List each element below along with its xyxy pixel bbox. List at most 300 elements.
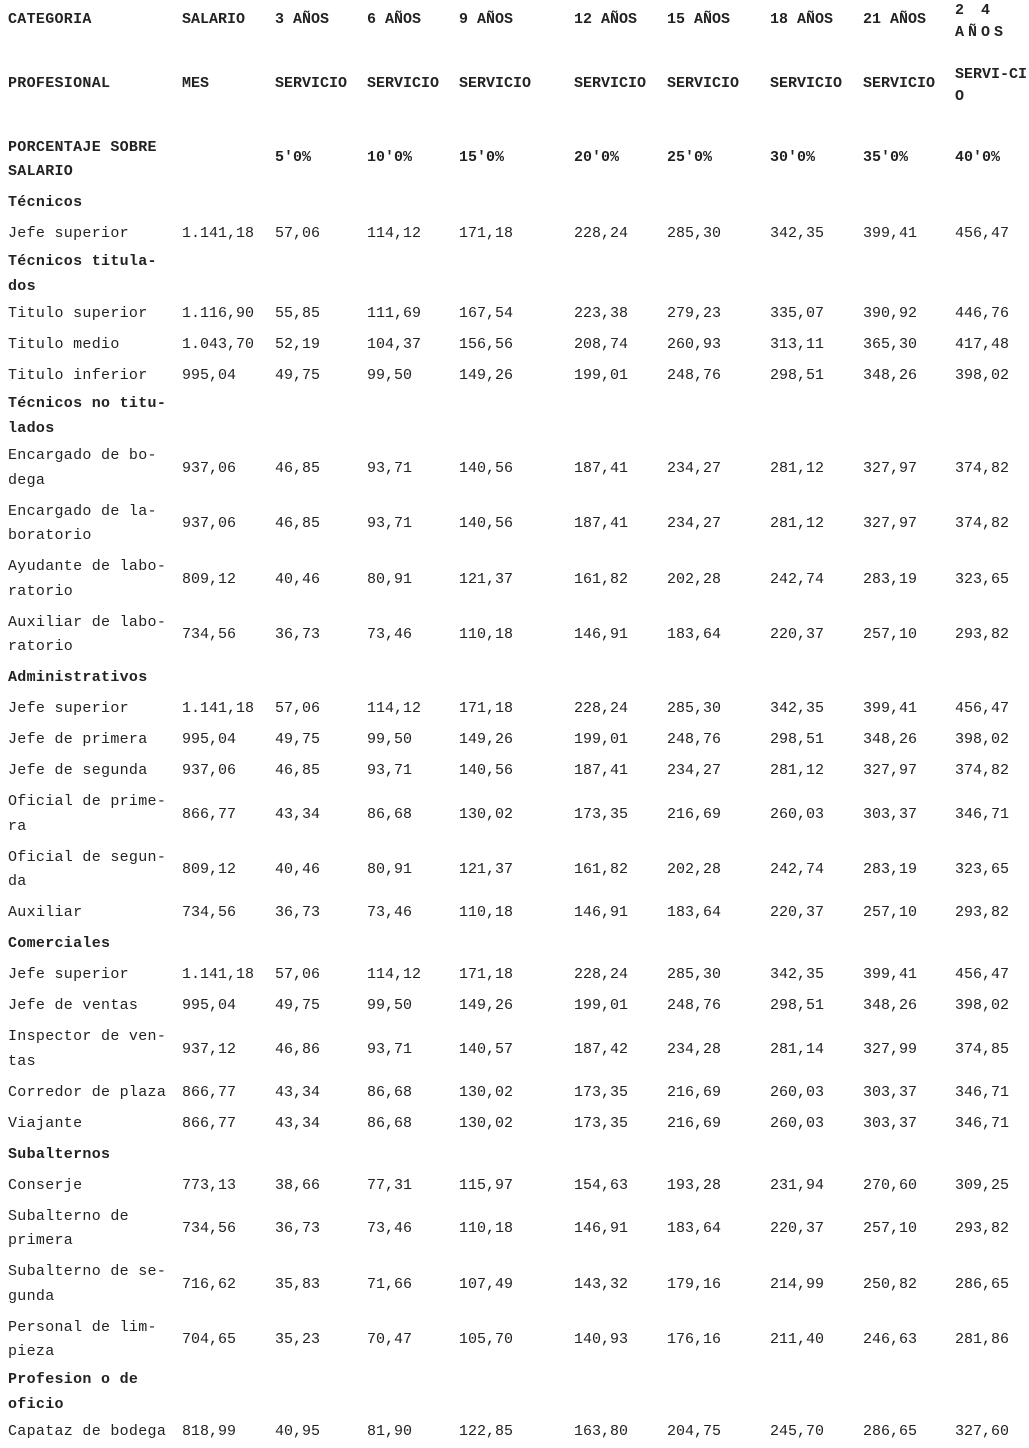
monthly-salary-cell: 704,65 bbox=[182, 1331, 237, 1348]
monthly-salary-cell: 716,62 bbox=[182, 1275, 237, 1293]
seniority-value-cell: 199,01 bbox=[574, 997, 629, 1015]
seniority-value-cell: 40,46 bbox=[275, 570, 321, 588]
seniority-value-cell: 105,70 bbox=[459, 1331, 514, 1348]
seniority-value-cell: 71,66 bbox=[367, 1275, 413, 1293]
empty-cell bbox=[955, 663, 1029, 694]
seniority-value-cell: 122,85 bbox=[459, 1423, 514, 1441]
seniority-value-cell: 234,28 bbox=[667, 1040, 722, 1058]
category-name: Jefe de segunda bbox=[8, 762, 148, 780]
seniority-value-cell: 208,74 bbox=[574, 336, 629, 354]
table-row bbox=[0, 1078, 1029, 1109]
empty-cell bbox=[667, 188, 770, 219]
header-cell: SALARIO bbox=[182, 11, 246, 28]
seniority-value-cell: 260,03 bbox=[770, 1114, 825, 1132]
seniority-value-cell: 130,02 bbox=[459, 805, 514, 823]
empty-cell bbox=[459, 1368, 574, 1417]
section-title: Comerciales bbox=[8, 935, 111, 953]
seniority-value-cell: 216,69 bbox=[667, 805, 722, 823]
header-cell: 6 AÑOS bbox=[367, 11, 422, 28]
seniority-value-cell: 193,28 bbox=[667, 1176, 722, 1194]
seniority-value-cell: 228,24 bbox=[574, 966, 629, 984]
empty-cell bbox=[667, 929, 770, 960]
header-cell: 15 AÑOS bbox=[667, 11, 731, 28]
seniority-value-cell: 281,14 bbox=[770, 1040, 825, 1058]
seniority-value-cell: 199,01 bbox=[574, 367, 629, 385]
category-name: Corredor de plaza bbox=[8, 1083, 167, 1101]
table-row bbox=[0, 725, 1029, 756]
seniority-value-cell: 176,16 bbox=[667, 1331, 722, 1348]
monthly-salary-cell: 937,06 bbox=[182, 459, 237, 477]
seniority-value-cell: 43,34 bbox=[275, 1083, 321, 1101]
seniority-value-cell: 257,10 bbox=[863, 904, 918, 922]
empty-cell bbox=[574, 188, 667, 219]
percentage-row bbox=[0, 128, 1029, 188]
table-row bbox=[0, 608, 1029, 664]
seniority-value-cell: 342,35 bbox=[770, 700, 825, 718]
category-name: Subalterno de se-gunda bbox=[8, 1263, 167, 1305]
seniority-value-cell: 365,30 bbox=[863, 336, 918, 354]
empty-cell bbox=[770, 663, 863, 694]
seniority-value-cell: 70,47 bbox=[367, 1331, 413, 1348]
header-cell: SERVICIO bbox=[863, 75, 936, 92]
section-title: Administrativos bbox=[8, 669, 148, 687]
seniority-value-cell: 248,76 bbox=[667, 367, 722, 385]
seniority-value-cell: 40,46 bbox=[275, 861, 321, 878]
seniority-value-cell: 298,51 bbox=[770, 367, 825, 385]
seniority-value-cell: 204,75 bbox=[667, 1423, 722, 1441]
seniority-value-cell: 281,86 bbox=[955, 1331, 1010, 1348]
seniority-value-cell: 187,41 bbox=[574, 459, 629, 477]
empty-cell bbox=[863, 392, 955, 441]
seniority-value-cell: 93,71 bbox=[367, 762, 413, 780]
section-row bbox=[0, 188, 1029, 219]
table-row bbox=[0, 991, 1029, 1022]
seniority-value-cell: 270,60 bbox=[863, 1176, 918, 1194]
table-row bbox=[0, 552, 1029, 608]
seniority-value-cell: 110,18 bbox=[459, 626, 514, 643]
section-row bbox=[0, 663, 1029, 694]
header-row-1 bbox=[0, 0, 1029, 64]
seniority-value-cell: 286,65 bbox=[955, 1275, 1010, 1293]
empty-cell bbox=[574, 250, 667, 299]
seniority-value-cell: 257,10 bbox=[863, 1220, 918, 1237]
seniority-value-cell: 46,85 bbox=[275, 762, 321, 780]
seniority-value-cell: 202,28 bbox=[667, 861, 722, 878]
seniority-value-cell: 104,37 bbox=[367, 336, 422, 354]
seniority-value-cell: 183,64 bbox=[667, 904, 722, 922]
empty-cell bbox=[863, 663, 955, 694]
seniority-value-cell: 374,85 bbox=[955, 1040, 1010, 1058]
empty-cell bbox=[667, 1140, 770, 1171]
seniority-value-cell: 285,30 bbox=[667, 966, 722, 984]
header-cell-last: SERVI-CIO bbox=[955, 66, 1028, 105]
empty-cell bbox=[459, 250, 574, 299]
seniority-value-cell: 283,19 bbox=[863, 570, 918, 588]
header-cell: CATEGORIA bbox=[8, 11, 92, 28]
table-row bbox=[0, 1022, 1029, 1078]
seniority-value-cell: 398,02 bbox=[955, 997, 1010, 1015]
category-name: Auxiliar de labo-ratorio bbox=[8, 613, 167, 656]
percentage-cell: 5'0% bbox=[275, 148, 312, 166]
header-cell: 21 AÑOS bbox=[863, 11, 927, 28]
table-row bbox=[0, 756, 1029, 787]
monthly-salary-cell: 1.043,70 bbox=[182, 336, 255, 354]
seniority-value-cell: 93,71 bbox=[367, 459, 413, 477]
seniority-value-cell: 187,41 bbox=[574, 762, 629, 780]
empty-cell bbox=[367, 663, 459, 694]
empty-cell bbox=[955, 1368, 1029, 1417]
seniority-value-cell: 46,86 bbox=[275, 1040, 321, 1058]
seniority-value-cell: 43,34 bbox=[275, 1114, 321, 1132]
seniority-value-cell: 309,25 bbox=[955, 1176, 1010, 1194]
seniority-value-cell: 43,34 bbox=[275, 805, 321, 823]
category-name: Titulo inferior bbox=[8, 367, 148, 385]
seniority-value-cell: 35,83 bbox=[275, 1275, 321, 1293]
seniority-value-cell: 171,18 bbox=[459, 225, 514, 243]
empty-cell bbox=[955, 1140, 1029, 1171]
table-row bbox=[0, 1313, 1029, 1369]
seniority-value-cell: 293,82 bbox=[955, 1220, 1010, 1237]
monthly-salary-cell: 809,12 bbox=[182, 861, 237, 878]
seniority-value-cell: 303,37 bbox=[863, 1114, 918, 1132]
monthly-salary-cell: 995,04 bbox=[182, 367, 237, 385]
empty-cell bbox=[574, 1368, 667, 1417]
seniority-value-cell: 171,18 bbox=[459, 966, 514, 984]
seniority-value-cell: 374,82 bbox=[955, 762, 1010, 780]
percentage-cell: 30'0% bbox=[770, 148, 816, 166]
seniority-value-cell: 114,12 bbox=[367, 225, 422, 243]
seniority-value-cell: 187,41 bbox=[574, 515, 629, 532]
empty-cell bbox=[863, 1368, 955, 1417]
seniority-value-cell: 80,91 bbox=[367, 570, 413, 588]
percentage-cell: 35'0% bbox=[863, 148, 909, 166]
seniority-value-cell: 121,37 bbox=[459, 570, 514, 588]
seniority-value-cell: 374,82 bbox=[955, 515, 1010, 532]
percentage-cell: 25'0% bbox=[667, 148, 713, 166]
seniority-value-cell: 183,64 bbox=[667, 626, 722, 643]
seniority-value-cell: 173,35 bbox=[574, 805, 629, 823]
empty-cell bbox=[770, 929, 863, 960]
empty-cell bbox=[182, 929, 275, 960]
seniority-value-cell: 167,54 bbox=[459, 305, 514, 323]
table-row bbox=[0, 1171, 1029, 1202]
category-name: Jefe superior bbox=[8, 700, 129, 718]
seniority-value-cell: 281,12 bbox=[770, 762, 825, 780]
seniority-value-cell: 130,02 bbox=[459, 1083, 514, 1101]
category-name: Encargado de bo-dega bbox=[8, 447, 157, 489]
table-row bbox=[0, 441, 1029, 497]
seniority-value-cell: 161,82 bbox=[574, 861, 629, 878]
empty-cell bbox=[182, 1140, 275, 1171]
seniority-value-cell: 286,65 bbox=[863, 1423, 918, 1441]
seniority-value-cell: 283,19 bbox=[863, 861, 918, 878]
seniority-value-cell: 327,97 bbox=[863, 515, 918, 532]
empty-cell bbox=[275, 1368, 367, 1417]
seniority-value-cell: 342,35 bbox=[770, 225, 825, 243]
table-row bbox=[0, 497, 1029, 553]
monthly-salary-cell: 1.141,18 bbox=[182, 966, 255, 984]
seniority-value-cell: 99,50 bbox=[367, 731, 413, 749]
section-title: Profesion o de oficio bbox=[8, 1371, 139, 1413]
seniority-value-cell: 57,06 bbox=[275, 225, 321, 243]
monthly-salary-cell: 937,06 bbox=[182, 515, 237, 532]
seniority-value-cell: 323,65 bbox=[955, 570, 1010, 588]
empty-cell bbox=[367, 250, 459, 299]
empty-cell bbox=[275, 392, 367, 441]
empty-cell bbox=[182, 392, 275, 441]
empty-cell bbox=[667, 392, 770, 441]
seniority-value-cell: 214,99 bbox=[770, 1275, 825, 1293]
section-row bbox=[0, 392, 1029, 441]
empty-cell bbox=[459, 663, 574, 694]
header-cell: SERVICIO bbox=[459, 75, 532, 92]
seniority-value-cell: 110,18 bbox=[459, 1220, 514, 1237]
seniority-value-cell: 346,71 bbox=[955, 805, 1010, 823]
empty-cell bbox=[459, 929, 574, 960]
seniority-value-cell: 348,26 bbox=[863, 731, 918, 749]
monthly-salary-cell: 818,99 bbox=[182, 1423, 237, 1441]
seniority-value-cell: 114,12 bbox=[367, 700, 422, 718]
seniority-value-cell: 81,90 bbox=[367, 1423, 413, 1441]
seniority-value-cell: 248,76 bbox=[667, 731, 722, 749]
seniority-value-cell: 99,50 bbox=[367, 367, 413, 385]
seniority-value-cell: 216,69 bbox=[667, 1114, 722, 1132]
empty-cell bbox=[275, 250, 367, 299]
seniority-value-cell: 77,31 bbox=[367, 1176, 413, 1194]
seniority-value-cell: 399,41 bbox=[863, 225, 918, 243]
table-row bbox=[0, 1202, 1029, 1258]
category-name: Jefe de primera bbox=[8, 731, 148, 749]
seniority-value-cell: 57,06 bbox=[275, 966, 321, 984]
seniority-value-cell: 93,71 bbox=[367, 1040, 413, 1058]
header-cell: SERVICIO bbox=[770, 75, 843, 92]
seniority-value-cell: 456,47 bbox=[955, 225, 1010, 243]
seniority-value-cell: 242,74 bbox=[770, 861, 825, 878]
empty-cell bbox=[574, 392, 667, 441]
seniority-value-cell: 93,71 bbox=[367, 515, 413, 532]
seniority-value-cell: 173,35 bbox=[574, 1114, 629, 1132]
seniority-value-cell: 398,02 bbox=[955, 731, 1010, 749]
seniority-value-cell: 390,92 bbox=[863, 305, 918, 323]
seniority-value-cell: 298,51 bbox=[770, 997, 825, 1015]
percentage-cell: 20'0% bbox=[574, 148, 620, 166]
header-row-2 bbox=[0, 64, 1029, 128]
monthly-salary-cell: 866,77 bbox=[182, 1083, 237, 1101]
empty-cell bbox=[182, 188, 275, 219]
seniority-value-cell: 281,12 bbox=[770, 515, 825, 532]
seniority-value-cell: 163,80 bbox=[574, 1423, 629, 1441]
header-cell: SERVICIO bbox=[667, 75, 740, 92]
monthly-salary-cell: 995,04 bbox=[182, 997, 237, 1015]
category-name: Subalterno de primera bbox=[8, 1207, 129, 1250]
section-title: Técnicos bbox=[8, 194, 83, 212]
seniority-value-cell: 335,07 bbox=[770, 305, 825, 323]
table-row bbox=[0, 960, 1029, 991]
seniority-value-cell: 456,47 bbox=[955, 966, 1010, 984]
empty-cell bbox=[955, 188, 1029, 219]
section-title: Técnicos titula-dos bbox=[8, 253, 157, 295]
header-cell: PROFESIONAL bbox=[8, 75, 111, 92]
empty-cell bbox=[275, 929, 367, 960]
header-cell: SERVICIO bbox=[367, 75, 440, 92]
seniority-value-cell: 248,76 bbox=[667, 997, 722, 1015]
category-name: Personal de lim-pieza bbox=[8, 1318, 157, 1361]
seniority-value-cell: 187,42 bbox=[574, 1040, 629, 1058]
table-row bbox=[0, 330, 1029, 361]
monthly-salary-cell: 773,13 bbox=[182, 1176, 237, 1194]
category-name: Jefe superior bbox=[8, 225, 129, 243]
category-name: Jefe superior bbox=[8, 966, 129, 984]
empty-cell bbox=[863, 1140, 955, 1171]
seniority-value-cell: 46,85 bbox=[275, 459, 321, 477]
seniority-value-cell: 140,93 bbox=[574, 1331, 629, 1348]
seniority-value-cell: 86,68 bbox=[367, 1114, 413, 1132]
category-name: Auxiliar bbox=[8, 904, 83, 922]
seniority-value-cell: 149,26 bbox=[459, 997, 514, 1015]
category-name: Jefe de ventas bbox=[8, 997, 139, 1015]
seniority-value-cell: 246,63 bbox=[863, 1331, 918, 1348]
monthly-salary-cell: 809,12 bbox=[182, 570, 237, 588]
category-name: Oficial de prime-ra bbox=[8, 793, 167, 835]
table-row bbox=[0, 694, 1029, 725]
seniority-value-cell: 245,70 bbox=[770, 1423, 825, 1441]
empty-cell bbox=[367, 929, 459, 960]
seniority-value-cell: 146,91 bbox=[574, 904, 629, 922]
seniority-value-cell: 156,56 bbox=[459, 336, 514, 354]
seniority-value-cell: 114,12 bbox=[367, 966, 422, 984]
monthly-salary-cell: 995,04 bbox=[182, 731, 237, 749]
seniority-value-cell: 143,32 bbox=[574, 1275, 629, 1293]
seniority-value-cell: 149,26 bbox=[459, 731, 514, 749]
empty-cell bbox=[367, 188, 459, 219]
section-row bbox=[0, 929, 1029, 960]
seniority-value-cell: 323,65 bbox=[955, 861, 1010, 878]
header-cell: 9 AÑOS bbox=[459, 11, 514, 28]
seniority-value-cell: 36,73 bbox=[275, 1220, 321, 1237]
empty-cell bbox=[182, 250, 275, 299]
empty-cell bbox=[955, 929, 1029, 960]
seniority-value-cell: 242,74 bbox=[770, 570, 825, 588]
seniority-value-cell: 346,71 bbox=[955, 1114, 1010, 1132]
seniority-value-cell: 115,97 bbox=[459, 1176, 514, 1194]
seniority-value-cell: 179,16 bbox=[667, 1275, 722, 1293]
seniority-value-cell: 49,75 bbox=[275, 731, 321, 749]
section-row bbox=[0, 1140, 1029, 1171]
seniority-value-cell: 149,26 bbox=[459, 367, 514, 385]
table-row bbox=[0, 219, 1029, 250]
seniority-value-cell: 199,01 bbox=[574, 731, 629, 749]
category-name: Viajante bbox=[8, 1114, 83, 1132]
empty-cell bbox=[863, 188, 955, 219]
table-row bbox=[0, 843, 1029, 899]
category-name: Titulo medio bbox=[8, 336, 120, 354]
section-title: Subalternos bbox=[8, 1145, 111, 1163]
category-name: Ayudante de labo-ratorio bbox=[8, 558, 167, 600]
seniority-value-cell: 228,24 bbox=[574, 225, 629, 243]
seniority-value-cell: 279,23 bbox=[667, 305, 722, 323]
seniority-value-cell: 154,63 bbox=[574, 1176, 629, 1194]
empty-cell bbox=[367, 392, 459, 441]
empty-cell bbox=[667, 1368, 770, 1417]
category-name: Capataz de bodega bbox=[8, 1423, 167, 1441]
empty-cell bbox=[459, 188, 574, 219]
seniority-value-cell: 140,57 bbox=[459, 1040, 514, 1058]
monthly-salary-cell: 866,77 bbox=[182, 805, 237, 823]
seniority-value-cell: 73,46 bbox=[367, 1220, 413, 1237]
table-row bbox=[0, 898, 1029, 929]
seniority-value-cell: 228,24 bbox=[574, 700, 629, 718]
seniority-value-cell: 38,66 bbox=[275, 1176, 321, 1194]
seniority-value-cell: 49,75 bbox=[275, 997, 321, 1015]
seniority-value-cell: 234,27 bbox=[667, 762, 722, 780]
monthly-salary-cell: 734,56 bbox=[182, 904, 237, 922]
empty-cell bbox=[770, 188, 863, 219]
seniority-value-cell: 327,60 bbox=[955, 1423, 1010, 1441]
seniority-value-cell: 285,30 bbox=[667, 700, 722, 718]
seniority-value-cell: 223,38 bbox=[574, 305, 629, 323]
section-title: Técnicos no titu-lados bbox=[8, 395, 167, 437]
seniority-value-cell: 417,48 bbox=[955, 336, 1010, 354]
empty-cell bbox=[459, 392, 574, 441]
empty-cell bbox=[955, 250, 1029, 299]
empty-cell bbox=[863, 929, 955, 960]
table-row bbox=[0, 361, 1029, 392]
seniority-value-cell: 35,23 bbox=[275, 1331, 321, 1348]
seniority-value-cell: 281,12 bbox=[770, 459, 825, 477]
header-cell: SERVICIO bbox=[574, 75, 647, 92]
seniority-value-cell: 446,76 bbox=[955, 305, 1010, 323]
table-row bbox=[0, 1417, 1029, 1448]
seniority-value-cell: 250,82 bbox=[863, 1275, 918, 1293]
seniority-value-cell: 36,73 bbox=[275, 626, 321, 643]
section-row bbox=[0, 250, 1029, 299]
seniority-value-cell: 348,26 bbox=[863, 997, 918, 1015]
seniority-value-cell: 293,82 bbox=[955, 626, 1010, 643]
empty-cell bbox=[182, 128, 275, 188]
empty-cell bbox=[770, 1368, 863, 1417]
header-cell: SERVICIO bbox=[275, 75, 348, 92]
seniority-value-cell: 86,68 bbox=[367, 805, 413, 823]
empty-cell bbox=[275, 663, 367, 694]
seniority-value-cell: 140,56 bbox=[459, 762, 514, 780]
empty-cell bbox=[667, 250, 770, 299]
empty-cell bbox=[367, 1140, 459, 1171]
monthly-salary-cell: 734,56 bbox=[182, 1220, 237, 1237]
seniority-value-cell: 298,51 bbox=[770, 731, 825, 749]
seniority-value-cell: 202,28 bbox=[667, 570, 722, 588]
seniority-value-cell: 107,49 bbox=[459, 1275, 514, 1293]
empty-cell bbox=[367, 1368, 459, 1417]
seniority-value-cell: 260,03 bbox=[770, 1083, 825, 1101]
seniority-value-cell: 303,37 bbox=[863, 805, 918, 823]
monthly-salary-cell: 1.116,90 bbox=[182, 305, 255, 323]
empty-cell bbox=[459, 1140, 574, 1171]
empty-cell bbox=[574, 663, 667, 694]
empty-cell bbox=[182, 663, 275, 694]
empty-cell bbox=[955, 392, 1029, 441]
seniority-value-cell: 216,69 bbox=[667, 1083, 722, 1101]
monthly-salary-cell: 734,56 bbox=[182, 626, 237, 643]
empty-cell bbox=[667, 663, 770, 694]
seniority-value-cell: 146,91 bbox=[574, 1220, 629, 1237]
percentage-cell: 40'0% bbox=[955, 148, 1001, 166]
seniority-value-cell: 183,64 bbox=[667, 1220, 722, 1237]
seniority-value-cell: 313,11 bbox=[770, 336, 825, 354]
monthly-salary-cell: 937,06 bbox=[182, 762, 237, 780]
category-name: Conserje bbox=[8, 1176, 83, 1194]
seniority-value-cell: 327,97 bbox=[863, 459, 918, 477]
empty-cell bbox=[275, 1140, 367, 1171]
